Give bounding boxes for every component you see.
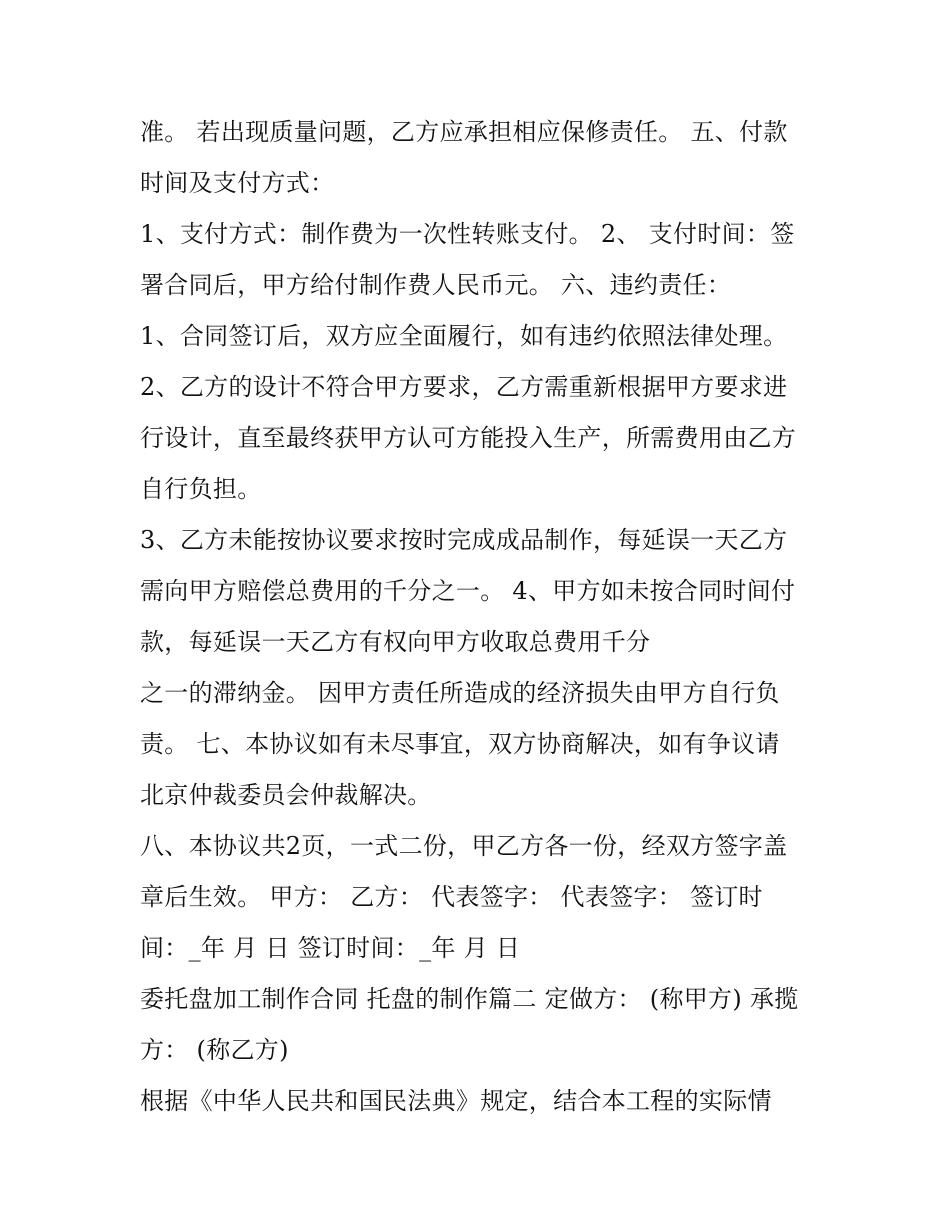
text-line: 署合同后，甲方给付制作费人民币元。 六、违约责任： [140, 271, 732, 299]
text-line: 根据《中华人民共和国民法典》规定，结合本工程的实际情 [140, 1087, 772, 1115]
text-line: 需向甲方赔偿总费用的千分之一。 4、甲方如未按合同时间付 [140, 577, 796, 605]
text-line: 间：_年 月 日 签订时间：_年 月 日 [140, 934, 521, 962]
text-line: 责。 七、本协议如有未尽事宜，双方协商解决，如有争议请 [140, 730, 780, 758]
text-line: 行设计，直至最终获甲方认可方能投入生产，所需费用由乙方 [140, 424, 797, 452]
text-line: 准。 若出现质量问题，乙方应承担相应保修责任。 五、付款 [140, 118, 788, 146]
text-line: 北京仲裁委员会仲裁解决。 [140, 781, 432, 809]
text-line: 3、乙方未能按协议要求按时完成成品制作，每延误一天乙方 [140, 526, 788, 554]
text-line: 自行负担。 [140, 475, 262, 503]
text-line: 章后生效。 甲方： 乙方： 代表签字： 代表签字： 签订时 [140, 883, 763, 911]
text-line: 时间及支付方式： [140, 169, 335, 197]
text-line: 之一的滞纳金。 因甲方责任所造成的经济损失由甲方自行负 [140, 679, 780, 707]
text-line: 八、本协议共2页，一式二份，甲乙方各一份，经双方签字盖 [140, 832, 788, 860]
text-line: 1、合同签订后，双方应全面履行，如有违约依照法律处理。 [140, 322, 788, 350]
text-line: 2、乙方的设计不符合甲方要求，乙方需重新根据甲方要求进 [140, 373, 788, 401]
contract-text [140, 107, 830, 1127]
text-line: 委托盘加工制作合同 托盘的制作篇二 定做方： (称甲方) 承揽 [140, 985, 799, 1013]
text-line: 1、支付方式：制作费为一次性转账支付。 2、 支付时间：签 [140, 220, 795, 248]
text-line: 方： (称乙方) [140, 1036, 289, 1064]
text-line: 款，每延误一天乙方有权向甲方收取总费用千分 [140, 628, 651, 656]
